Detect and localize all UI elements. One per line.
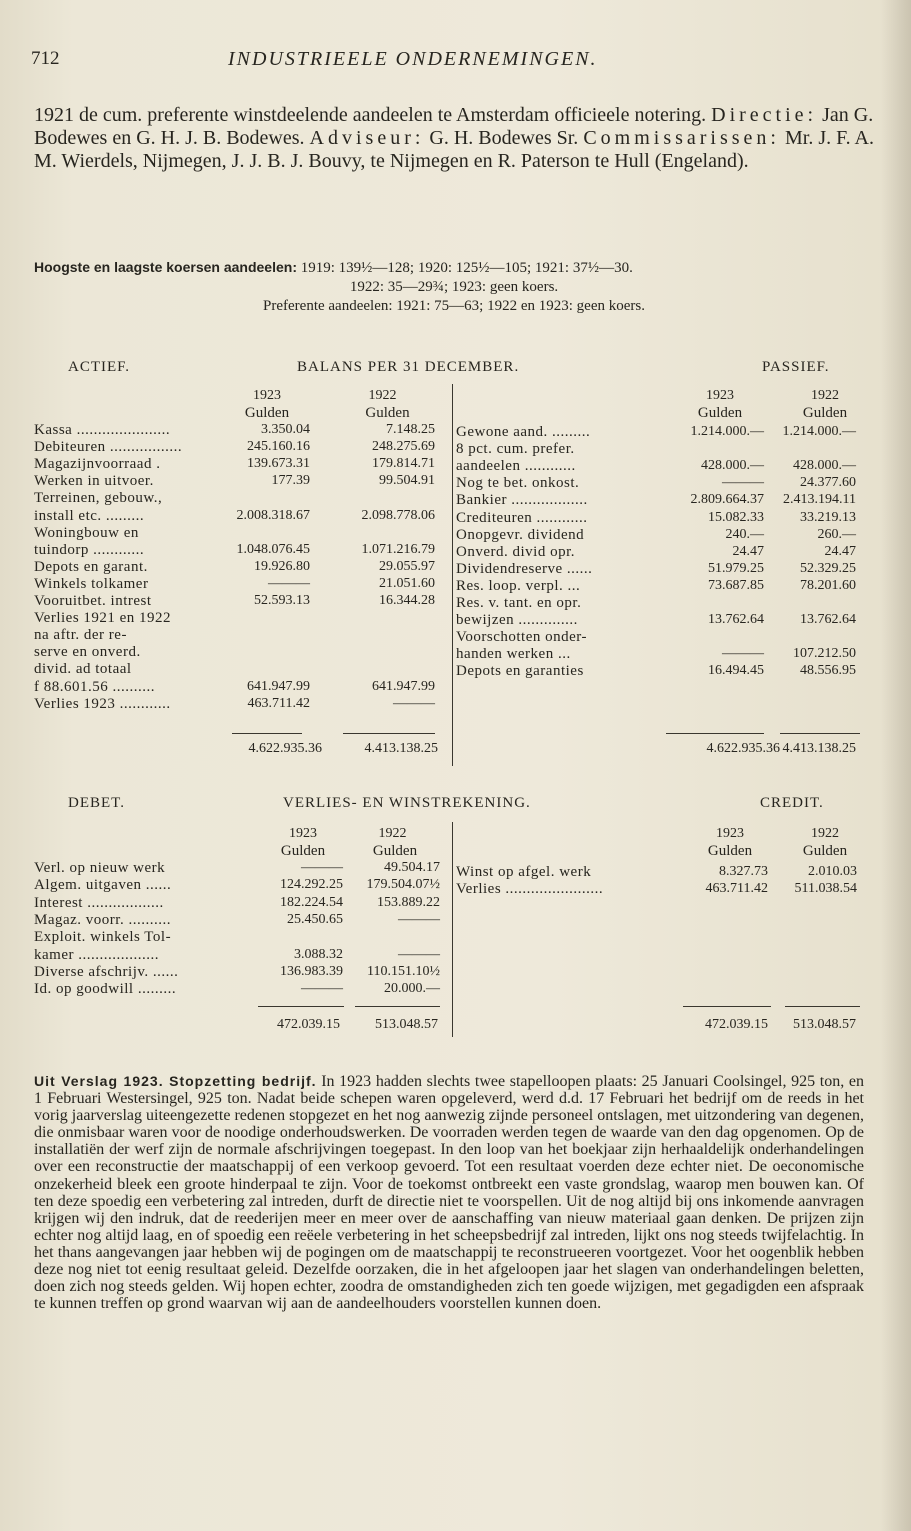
debet-row-value-1923: 136.983.39	[280, 963, 343, 979]
passief-row-value-1923: 51.979.25	[708, 560, 764, 576]
debet-row-label: Interest ..................	[34, 894, 164, 911]
debet-row-value-1922: ———	[398, 911, 440, 927]
actief-row-value-1922: ———	[393, 695, 435, 711]
passief-row-value-1922: 33.219.13	[800, 509, 856, 525]
passief-total-1923: 4.622.935.36	[706, 741, 780, 756]
debet-row-value-1922: 179.504.07½	[366, 877, 440, 893]
verlies-right-unit-1923: Gulden	[707, 843, 753, 859]
actief-row-label: tuindorp ............	[34, 541, 145, 558]
intro-text-4: Mr. J. F. A. M. Wierdels, Nijmegen, J. J. B. J. Bouvy, te Nijmegen en R. Paterson te Hull (Engeland).	[34, 127, 874, 172]
actief-row-value-1922: 248.275.69	[372, 439, 435, 455]
debet-row-value-1922: 49.504.17	[384, 860, 440, 875]
passief-row-label: Gewone aand. .........	[456, 424, 591, 440]
credit-title: CREDIT.	[760, 795, 824, 811]
credit-row-value-1922: 2.010.03	[808, 864, 857, 879]
actief-row-label: f 88.601.56 ..........	[34, 678, 155, 695]
debet-total-rule-1922	[355, 1006, 440, 1007]
credit-row-value-1922: 511.038.54	[794, 881, 857, 897]
debet-row-label: Algem. uitgaven ......	[34, 877, 172, 894]
balans-right-year-1923: 1923	[706, 388, 734, 403]
passief-row-value-1922: 48.556.95	[800, 663, 856, 679]
actief-row-value-1923: 641.947.99	[247, 678, 310, 694]
label-adviseur: Adviseur:	[309, 127, 425, 149]
passief-row-value-1922: 107.212.50	[793, 646, 856, 662]
debet-row-value-1922: ———	[398, 946, 440, 962]
passief-row-value-1923: ———	[722, 475, 764, 491]
credit-total-1922: 513.048.57	[793, 1017, 856, 1032]
debet-row-value-1923: 182.224.54	[280, 894, 343, 910]
passief-row-value-1923: 240.—	[725, 526, 764, 542]
koersen-block	[34, 258, 874, 316]
koersen-line-2: 1922: 35—29¾; 1923: geen koers.	[349, 279, 559, 295]
credit-row-label: Winst op afgel. werk	[456, 864, 592, 880]
balans-left-year-1922: 1922	[368, 388, 397, 403]
passief-row-label: Res. loop. verpl. ...	[456, 577, 581, 594]
koersen-line-1: 1919: 139½—128; 1920: 125½—105; 1921: 37½—30.	[296, 260, 633, 276]
passief-row-value-1922: 24.377.60	[800, 475, 856, 491]
koersen-line-3: Preferente aandeelen: 1921: 75—63; 1922 en 1923: geen koers.	[263, 298, 645, 314]
debet-total-1922: 513.048.57	[375, 1017, 438, 1032]
verlies-title: VERLIES- EN WINSTREKENING.	[283, 795, 531, 811]
passief-row-value-1923: 24.47	[732, 543, 764, 559]
passief-total-rule-1923	[666, 733, 764, 734]
actief-row-label: Verlies 1921 en 1922	[34, 610, 172, 627]
passief-row-label: Voorschotten onder-	[456, 629, 587, 646]
actief-row-value-1923: 2.008.318.67	[236, 507, 310, 523]
actief-row-value-1923: 3.350.04	[261, 422, 310, 437]
page-number: 712	[31, 48, 60, 69]
actief-row-label: Woningbouw en	[34, 524, 139, 541]
actief-total-rule-1923	[232, 733, 302, 734]
passief-row-value-1922: 13.762.64	[800, 612, 856, 628]
credit-total-rule-1923	[683, 1006, 771, 1007]
debet-row-value-1923: 124.292.25	[280, 877, 343, 893]
debet-row-value-1923: ———	[301, 981, 343, 997]
balans-divider	[452, 384, 453, 766]
actief-row-label: Magazijnvoorraad .	[34, 456, 161, 473]
passief-row-label: handen werken ...	[456, 646, 571, 663]
passief-row-value-1922: 428.000.—	[793, 458, 856, 474]
passief-row-label: Dividendreserve ......	[456, 560, 593, 577]
debet-row-label: Verl. op nieuw werk	[34, 860, 166, 876]
debet-row-label: Id. op goodwill .........	[34, 981, 177, 998]
debet-total-rule-1923	[258, 1006, 344, 1007]
actief-row-label: Kassa ......................	[34, 422, 171, 438]
verlies-left-year-1922: 1922	[378, 826, 407, 841]
report-body: In 1923 hadden slechts twee stapelloopen plaats: 25 Januari Coolsingel, 925 ton, en 1 Februari Westersingel, 925 ton. Nadat beide schepen waren opgeleverd, werd d.d. 17 Februari het bedrijf om de reeds in het vorig jaarverslag uiteengezette redenen stopgezet en het nog aanwezig zijnde personeel ontslagen, met uitzondering van degenen, die onmisbaar waren voor de noodige onderhoudswerken. De voorraden werden tegen de waarde van den dag opgenomen. Op de installatiën der werf zijn de normale afschrijvingen toegepast. In den loop van het boekjaar zijn herhaaldelijk onderhandelingen over een reconstructie der maatschappij of een verkoop gevoerd. Tot een resultaat voerden deze echter niet. De oeconomische onzekerheid bleek een groote hinderpaal te zijn. Voor de toekomst ontbreekt een vaste grondslag, waarop men bouwen kan. Of ten deze spoedig een verbetering zal intreden, durft de directie niet te voorspellen. Uit de nog altijd bij ons inkomende aanvragen krijgen wij den indruk, dat de reederijen meer en meer over de aanschaffing van nieuw materiaal gaan denken. De prijzen zijn echter nog altijd laag, en of spoedig een reëele verbetering in het scheepsbedrijf zal intreden, lijkt ons nog steeds twijfelachtig. In het thans aangevangen jaar hebben wij de pogingen om de maatschappij te reconstrueeren voortgezet. Voor het oogenblik hebben deze nog niet tot eenig resultaat geleid. Dezelfde oorzaken, die in het afgeloopen jaar het slagen van onderhandelingen beletten, doen zich nog steeds gelden. Wij hopen echter, zoodra de omstandigheden zich ten goede wijzigen, met gegadigden een afspraak te kunnen treffen op grond waarvan wij aan de aandeelhouders voorstellen kunnen doen.	[34, 1073, 865, 1313]
passief-title: PASSIEF.	[762, 359, 830, 375]
actief-row-value-1923: 139.673.31	[247, 456, 310, 472]
passief-row-value-1922: 52.329.25	[800, 560, 856, 576]
balans-title: BALANS PER 31 DECEMBER.	[297, 359, 520, 375]
actief-row-value-1922: 7.148.25	[386, 422, 435, 437]
actief-row-value-1922: 179.814.71	[372, 456, 435, 472]
verlies-left-unit-1922: Gulden	[372, 843, 418, 859]
running-title: INDUSTRIEELE ONDERNEMINGEN.	[228, 48, 598, 70]
debet-row-value-1923: 3.088.32	[294, 946, 343, 962]
actief-row-label: Debiteuren .................	[34, 439, 183, 456]
verlies-right-year-1922: 1922	[811, 826, 839, 841]
debet-row-label: kamer ...................	[34, 946, 159, 963]
actief-row-value-1923: 463.711.42	[247, 695, 310, 711]
passief-row-value-1922: 260.—	[817, 526, 856, 542]
balans-left-unit-1923: Gulden	[244, 405, 290, 421]
actief-row-value-1923: 177.39	[271, 473, 310, 489]
actief-row-label: Verlies 1923 ............	[34, 695, 171, 712]
passief-row-value-1922: 1.214.000.—	[782, 424, 856, 439]
debet-row-value-1922: 20.000.—	[384, 981, 440, 997]
label-directie: Directie:	[711, 104, 818, 126]
credit-total-rule-1922	[785, 1006, 860, 1007]
passief-row-value-1923: 13.762.64	[708, 612, 764, 628]
actief-row-value-1922: 21.051.60	[379, 575, 435, 591]
actief-title: ACTIEF.	[68, 359, 131, 375]
intro-text-3: G. H. Bodewes Sr.	[424, 127, 584, 149]
label-commissarissen: Commissarissen:	[583, 127, 780, 149]
report-heading: Uit Verslag 1923. Stopzetting bedrijf.	[34, 1073, 317, 1089]
actief-total-rule-1922	[343, 733, 435, 734]
credit-row-value-1923: 463.711.42	[705, 881, 768, 897]
debet-row-value-1923: ———	[301, 860, 343, 875]
actief-row-value-1923: ———	[268, 575, 310, 591]
passief-row-value-1922: 78.201.60	[800, 577, 856, 593]
actief-row-label: Winkels tolkamer	[34, 575, 149, 592]
verlies-divider	[452, 822, 453, 1037]
passief-row-label: Res. v. tant. en opr.	[456, 595, 582, 611]
verlies-right-year-1923: 1923	[716, 826, 744, 841]
debet-row-label: Magaz. voorr. ..........	[34, 911, 171, 928]
passief-row-value-1923: 2.809.664.37	[690, 492, 764, 508]
actief-row-value-1923: 245.160.16	[247, 439, 310, 455]
actief-row-value-1922: 2.098.778.06	[361, 507, 435, 523]
actief-row-value-1922: 16.344.28	[379, 593, 435, 608]
credit-row-label: Verlies .......................	[456, 881, 604, 898]
verlies-right-unit-1922: Gulden	[802, 843, 848, 859]
passief-row-value-1923: ———	[722, 646, 764, 662]
passief-row-value-1922: 24.47	[824, 543, 856, 559]
balans-left-year-1923: 1923	[253, 388, 281, 403]
passief-row-label: Onopgevr. dividend	[456, 526, 585, 543]
passief-row-label: Nog te bet. onkost.	[456, 475, 580, 492]
report-paragraph	[34, 1073, 864, 1312]
passief-row-label: Onverd. divid opr.	[456, 543, 575, 560]
passief-row-value-1923: 428.000.—	[701, 458, 764, 474]
actief-row-value-1922: 641.947.99	[372, 678, 435, 694]
passief-row-label: Depots en garanties	[456, 663, 584, 680]
passief-row-value-1923: 16.494.45	[708, 663, 764, 679]
debet-row-value-1923: 25.450.65	[287, 911, 343, 927]
passief-row-label: Bankier ..................	[456, 492, 588, 509]
actief-row-value-1922: 99.504.91	[379, 473, 435, 489]
intro-paragraph	[34, 104, 874, 173]
balans-left-unit-1922: Gulden	[365, 405, 410, 421]
passief-total-rule-1922	[780, 733, 860, 734]
passief-row-label: 8 pct. cum. prefer.	[456, 441, 575, 458]
intro-text-1: 1921 de cum. preferente winstdeelende aandeelen te Amsterdam officieele notering.	[34, 104, 712, 126]
page-edge-shadow	[881, 0, 911, 1531]
actief-row-label: install etc. .........	[34, 507, 145, 524]
debet-title: DEBET.	[68, 795, 125, 811]
actief-row-value-1922: 1.071.216.79	[361, 541, 435, 557]
passief-row-value-1923: 1.214.000.—	[690, 424, 764, 439]
passief-row-value-1923: 15.082.33	[708, 509, 764, 525]
actief-row-value-1922: 29.055.97	[379, 558, 435, 574]
balans-right-unit-1922: Gulden	[802, 405, 848, 421]
actief-row-value-1923: 52.593.13	[254, 593, 310, 608]
debet-total-1923: 472.039.15	[277, 1017, 340, 1032]
actief-total-1923: 4.622.935.36	[248, 741, 322, 756]
passief-total-1922: 4.413.138.25	[782, 741, 856, 756]
actief-row-label: na aftr. der re-	[34, 627, 127, 644]
passief-row-label: Crediteuren ............	[456, 509, 588, 526]
verlies-left-unit-1923: Gulden	[280, 843, 326, 859]
actief-row-label: divid. ad totaal	[34, 661, 132, 678]
passief-row-value-1922: 2.413.194.11	[783, 492, 856, 508]
passief-row-value-1923: 73.687.85	[708, 577, 764, 593]
debet-row-value-1922: 110.151.10½	[367, 963, 440, 979]
actief-row-label: Werken in uitvoer.	[34, 473, 154, 490]
actief-total-1922: 4.413.138.25	[364, 741, 438, 756]
actief-row-value-1923: 19.926.80	[254, 558, 310, 574]
koersen-label: Hoogste en laagste koersen aandeelen:	[34, 259, 297, 275]
passief-row-label: aandeelen ............	[456, 458, 576, 475]
intro-text-2: Jan G. Bodewes en G. H. J. B. Bodewes.	[34, 104, 874, 149]
credit-row-value-1923: 8.327.73	[719, 864, 768, 879]
actief-row-value-1923: 1.048.076.45	[236, 541, 310, 557]
debet-row-label: Diverse afschrijv. ......	[34, 963, 179, 980]
debet-row-label: Exploit. winkels Tol-	[34, 929, 172, 946]
balans-right-year-1922: 1922	[811, 388, 839, 403]
credit-total-1923: 472.039.15	[705, 1017, 768, 1032]
actief-row-label: Depots en garant.	[34, 558, 148, 575]
actief-row-label: Vooruitbet. intrest	[34, 593, 152, 609]
verlies-left-year-1923: 1923	[289, 826, 317, 841]
passief-row-label: bewijzen ..............	[456, 612, 578, 629]
balans-right-unit-1923: Gulden	[697, 405, 743, 421]
actief-row-label: Terreinen, gebouw.,	[34, 490, 163, 507]
actief-row-label: serve en onverd.	[34, 644, 141, 661]
debet-row-value-1922: 153.889.22	[377, 894, 440, 910]
